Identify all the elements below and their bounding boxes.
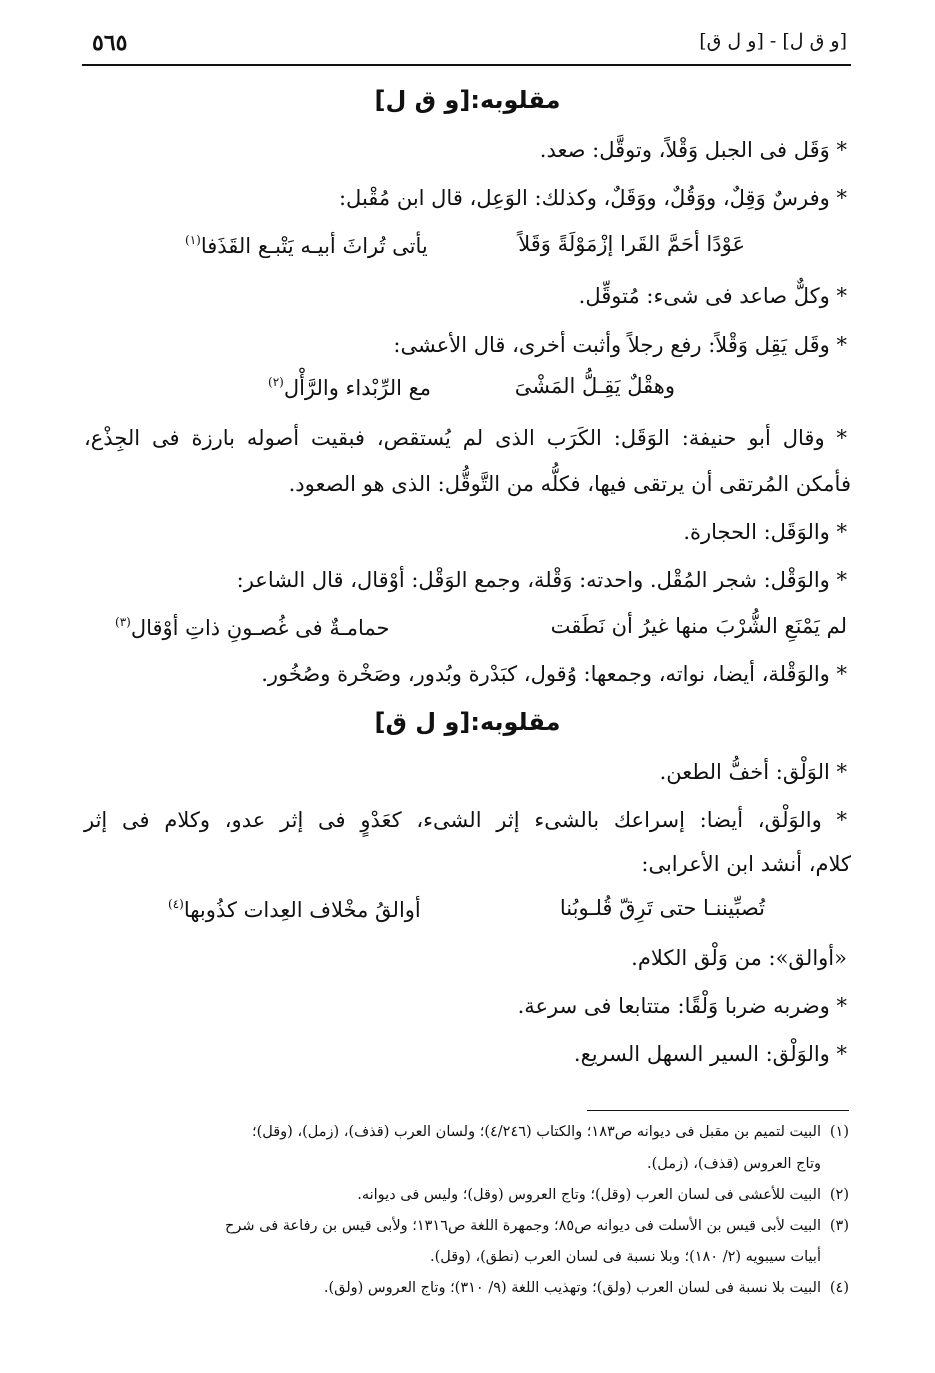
entry-line: فأمكن المُرتقى أن يرتقى فيها، فكلُّه من التَّوقُّل: الذى هو الصعود.	[288, 472, 851, 496]
footnote-continuation: وتاج العروس (قذف)، (زمل).	[646, 1156, 821, 1172]
footnote-number: (١)	[829, 1124, 849, 1140]
footnote-rule	[587, 1110, 849, 1111]
entry-line: * وفرسٌ وَقِلٌ، ووَقُلٌ، ووَقَلٌ، وكذلك: الوَعِل، قال ابن مُقْبل:	[338, 186, 847, 210]
page-number: ٥٦٥	[92, 30, 128, 56]
running-title: [و ق ل] - [و ل ق]	[699, 30, 847, 52]
verse-first-hemistich: تُصبِّيننـا حتى تَرِقّ قُلـوبُنا	[559, 896, 765, 920]
footnote-number: (٢)	[829, 1187, 849, 1203]
verse-first-hemistich: عَوْدًا أحَمَّ القَرا إزْمَوْلَةً وَقَلاً	[518, 232, 745, 256]
footnote-marker: (٣)	[115, 615, 131, 629]
verse-second-hemistich: يأتى تُراثَ أبيـه يَتْبـع القَذَفا$^{(١)}$	[185, 233, 428, 258]
footnote	[84, 1219, 849, 1234]
section-title-wql: مقلوبه:[و ق ل]	[374, 86, 561, 114]
footnote	[84, 1125, 849, 1140]
footnote-text: البيت لتميم بن مقبل فى ديوانه ص١٨٣؛ والكتاب (٤/٢٤٦)؛ ولسان العرب (قذف)، (زمل)، (وقل)؛	[252, 1124, 821, 1140]
entry-line: * وكلٌّ صاعد فى شىء: مُتوقِّل.	[578, 284, 847, 308]
footnote-continuation: أبيات سيبويه (٢/ ١٨٠)؛ وبلا نسبة فى لسان العرب (نطق)، (وقل).	[430, 1249, 821, 1265]
entry-line: كلام، أنشد ابن الأعرابى:	[641, 852, 851, 876]
footnote-marker: (١)	[185, 233, 201, 247]
footnote-text: البيت للأعشى فى لسان العرب (وقل)؛ وتاج العروس (وقل)؛ وليس فى ديوانه.	[357, 1187, 821, 1203]
entry-line: * الوَلْق: أخفُّ الطعن.	[659, 760, 847, 784]
verse-first-hemistich: وهقْلٌ يَقِـلُّ المَشْىَ	[514, 374, 675, 398]
entry-line: * والوَقْل: شجر المُقْل. واحدته: وَقْلة، وجمع الوَقْل: أوْقال، قال الشاعر:	[236, 568, 847, 592]
entry-line: * والوَلْق: السير السهل السريع.	[573, 1042, 847, 1066]
entry-line: * وَقَل فى الجبل وَقْلاً، وتوقَّل: صعد.	[539, 138, 847, 162]
verse-first-hemistich: لم يَمْنَعِ الشُّرْبَ منها غيرُ أن نَطَقت	[550, 614, 847, 638]
footnote-text: البيت لأبى قيس بن الأسلت فى ديوانه ص٨٥؛ وجمهرة اللغة ص١٣١٦؛ ولأبى قيس بن رفاعة فى شرح	[225, 1218, 821, 1234]
entry-line: * والوَلْق، أيضا: إسراعك بالشىء إثر الشىء، كعَدْوٍ فى إثر عدو، وكلام فى إثر	[84, 808, 847, 832]
footnote-marker: (٢)	[268, 375, 284, 389]
footnote	[84, 1188, 849, 1203]
section-title-wlq: مقلوبه:[و ل ق]	[374, 708, 561, 736]
entry-line: * وقال أبو حنيفة: الوَقَل: الكَرَب الذى لم يُستقص، فبقيت أصوله بارزة فى الجِذْع،	[84, 426, 847, 450]
footnote	[84, 1281, 849, 1296]
entry-line: «أوالق»: من وَلْق الكلام.	[631, 946, 847, 970]
entry-line: * والوَقَل: الحجارة.	[683, 520, 847, 544]
footnote-number: (٤)	[829, 1280, 849, 1296]
verse-second-hemistich: أوالقُ مخْلاف العِدات كذُوبها$^{(٤)}$	[168, 897, 421, 922]
verse-second-hemistich: حمامـةٌ فى غُصـونِ ذاتِ أوْقال$^{(٣)}$	[115, 615, 390, 640]
footnote-marker: (٤)	[168, 897, 184, 911]
entry-line: * والوَقْلة، أيضا، نواته، وجمعها: وُقول، كبَدْرة وبُدور، وصَخْرة وصُخُور.	[261, 662, 847, 686]
entry-line: * وضربه ضربا وَلْقًا: متتابعا فى سرعة.	[517, 994, 847, 1018]
header-rule	[82, 64, 851, 66]
footnote-text: البيت بلا نسبة فى لسان العرب (ولق)؛ وتهذيب اللغة (٩/ ٣١٠)؛ وتاج العروس (ولق).	[323, 1280, 821, 1296]
footnote-number: (٣)	[829, 1218, 849, 1234]
verse-second-hemistich: مع الرِّبْداء والرَّأْل$^{(٢)}$	[268, 375, 432, 400]
entry-line: * وقَل يَقِل وَقْلاً: رفع رجلاً وأثبت أخرى، قال الأعشى:	[393, 333, 847, 357]
